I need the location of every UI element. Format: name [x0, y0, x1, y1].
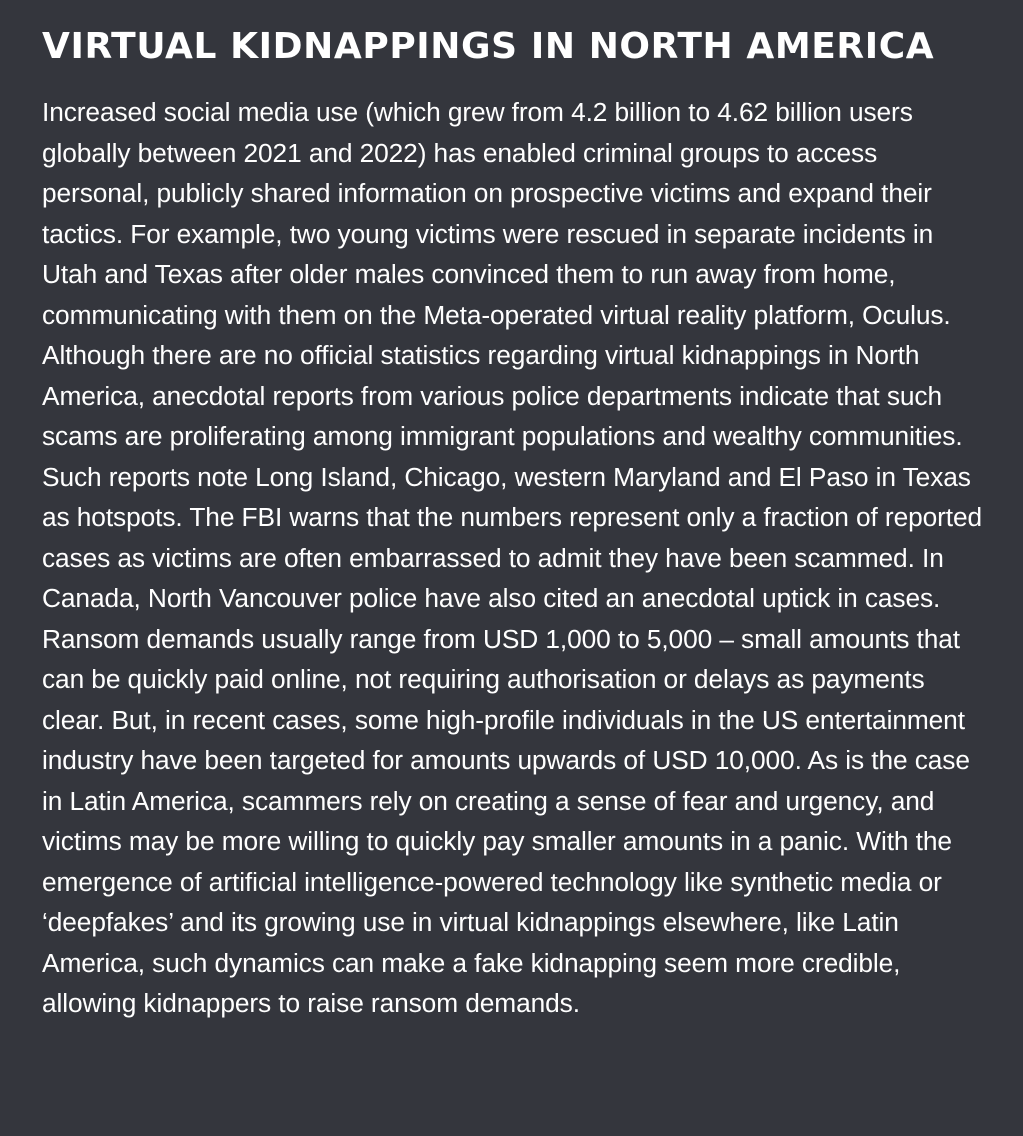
article-heading: VIRTUAL KIDNAPPINGS IN NORTH AMERICA — [42, 26, 935, 67]
article-body: Increased social media use (which grew from 4.2 billion to 4.62 billion users globally between 2021 and 2022) has enabled criminal groups to access personal, publicly shared information on prospective victims and expand their tactics. For example, two young victims were rescued in separate incidents in Utah and Texas after older males convinced them to run away from home, communicating with them on the Meta-operated virtual reality platform, Oculus. Although there are no official statistics regarding virtual kidnappings in North America, anecdotal reports from various police departments indicate that such scams are proliferating among immigrant populations and wealthy communities. Such reports note Long Island, Chicago, western Maryland and El Paso in Texas as hotspots. The FBI warns that the numbers represent only a fraction of reported cases as victims are often embarrassed to admit they have been scammed. In Canada, North Vancouver police have also cited an anecdotal uptick in cases. Ransom demands usually range from USD 1,000 to 5,000 – small amounts that can be quickly paid online, not requiring authorisation or delays as payments clear. But, in recent cases, some high-profile individuals in the US entertainment industry have been targeted for amounts upwards of USD 10,000. As is the case in Latin America, scammers rely on creating a sense of fear and urgency, and victims may be more willing to quickly pay smaller amounts in a panic. With the emergence of artificial intelligence-powered technology like synthetic media or ‘deepfakes’ and its growing use in virtual kidnappings elsewhere, like Latin America, such dynamics can make a fake kidnapping seem more credible, allowing kidnappers to raise ransom demands. — [42, 97, 983, 1018]
